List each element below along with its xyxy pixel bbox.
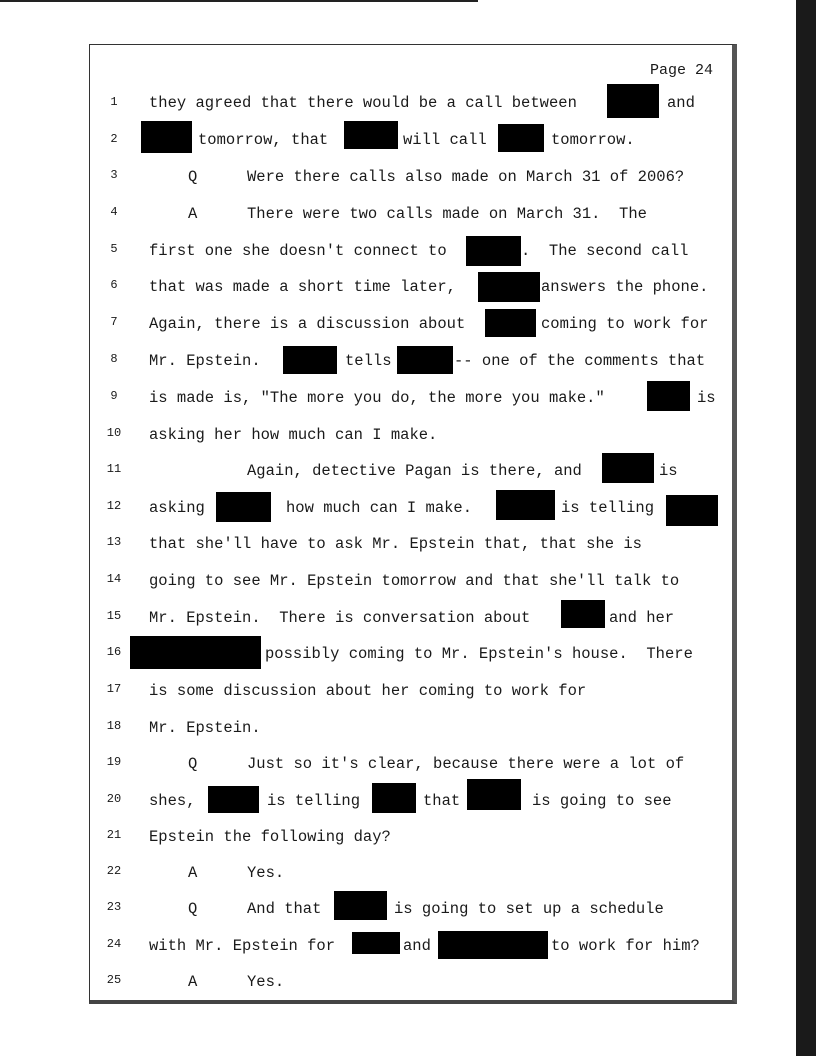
redaction-box [498,124,544,152]
line-number: 20 [106,792,122,806]
transcript-text: and her [609,609,675,627]
transcript-text: how much can I make. [286,499,473,517]
transcript-text: is going to set up a schedule [394,900,664,918]
line-number: 5 [110,242,118,256]
redaction-box [485,309,536,337]
redaction-box [647,381,690,411]
transcript-text: is [697,389,716,407]
transcript-text: with Mr. Epstein for [149,937,336,955]
redaction-box [467,779,521,810]
redaction-box [602,453,654,483]
line-number: 19 [106,755,122,769]
transcript-text: that was made a short time later, [149,278,456,296]
qa-marker: A [188,205,198,223]
transcript-text: asking her how much can I make. [149,426,438,444]
line-number: 17 [106,682,122,696]
page-number: Page 24 [650,62,714,79]
transcript-text: tomorrow. [551,131,635,149]
redaction-box [208,786,259,813]
redaction-box [130,636,261,669]
redaction-box [666,495,718,526]
redaction-box [216,492,271,522]
transcript-text: Yes. [247,864,285,882]
redaction-box [372,783,416,813]
transcript-text: is [659,462,678,480]
line-number: 3 [110,168,118,182]
line-number: 11 [106,462,122,476]
scan-edge-band [796,0,816,1056]
line-number: 12 [106,499,122,513]
line-number: 25 [106,973,122,987]
transcript-text: that she'll have to ask Mr. Epstein that, that she is [149,535,642,553]
redaction-box [478,272,540,302]
transcript-text: shes, [149,792,196,810]
transcript-text: . The second call [521,242,689,260]
transcript-text: is some discussion about her coming to work for [149,682,587,700]
transcript-text: and [667,94,695,112]
redaction-box [283,346,337,374]
scan-top-rule [0,0,478,2]
line-number: 2 [110,132,118,146]
line-number: 14 [106,572,122,586]
qa-marker: Q [188,900,198,918]
transcript-text: And that [247,900,322,918]
line-number: 22 [106,864,122,878]
transcript-text: tells [345,352,392,370]
transcript-text: tomorrow, that [198,131,329,149]
transcript-text: that [423,792,461,810]
transcript-text: Mr. Epstein. [149,719,261,737]
transcript-text: answers the phone. [541,278,709,296]
transcript-text: There were two calls made on March 31. The [247,205,647,223]
line-number: 9 [110,389,118,403]
line-number: 24 [106,937,122,951]
qa-marker: A [188,864,198,882]
qa-marker: A [188,973,198,991]
line-number: 6 [110,278,118,292]
transcript-text: first one she doesn't connect to [149,242,447,260]
line-number: 4 [110,205,118,219]
line-number: 7 [110,315,118,329]
transcript-text: Yes. [247,973,285,991]
transcript-text: Mr. Epstein. [149,352,261,370]
transcript-text: Epstein the following day? [149,828,391,846]
transcript-text: Again, detective Pagan is there, and [247,462,582,480]
transcript-text: and [403,937,431,955]
redaction-box [607,84,659,118]
redaction-box [438,931,548,959]
transcript-text: Mr. Epstein. There is conversation about [149,609,531,627]
redaction-box [496,490,555,520]
line-number: 13 [106,535,122,549]
transcript-text: coming to work for [541,315,709,333]
line-number: 18 [106,719,122,733]
redaction-box [352,932,400,954]
transcript-text: is made is, "The more you do, the more you make." [149,389,605,407]
transcript-text: going to see Mr. Epstein tomorrow and that she'll talk to [149,572,680,590]
line-number: 23 [106,900,122,914]
transcript-text: Were there calls also made on March 31 of 2006? [247,168,685,186]
qa-marker: Q [188,755,198,773]
transcript-text: they agreed that there would be a call between [149,94,577,112]
redaction-box [344,121,398,149]
redaction-box [561,600,605,628]
transcript-text: is telling [267,792,361,810]
redaction-box [466,236,521,266]
redaction-box [141,121,192,153]
line-number: 8 [110,352,118,366]
transcript-text: Again, there is a discussion about [149,315,466,333]
transcript-text: -- one of the comments that [454,352,706,370]
line-number: 10 [106,426,122,440]
transcript-text: is telling [561,499,655,517]
transcript-text: will call [403,131,487,149]
transcript-text: asking [149,499,205,517]
line-number: 16 [106,645,122,659]
redaction-box [334,891,387,920]
redaction-box [397,346,453,374]
line-number: 15 [106,609,122,623]
transcript-page-frame [89,44,737,1004]
transcript-text: to work for him? [551,937,700,955]
line-number: 21 [106,828,122,842]
transcript-text: Just so it's clear, because there were a lot of [247,755,685,773]
transcript-text: possibly coming to Mr. Epstein's house. There [265,645,693,663]
qa-marker: Q [188,168,198,186]
line-number: 1 [110,95,118,109]
transcript-text: is going to see [532,792,672,810]
